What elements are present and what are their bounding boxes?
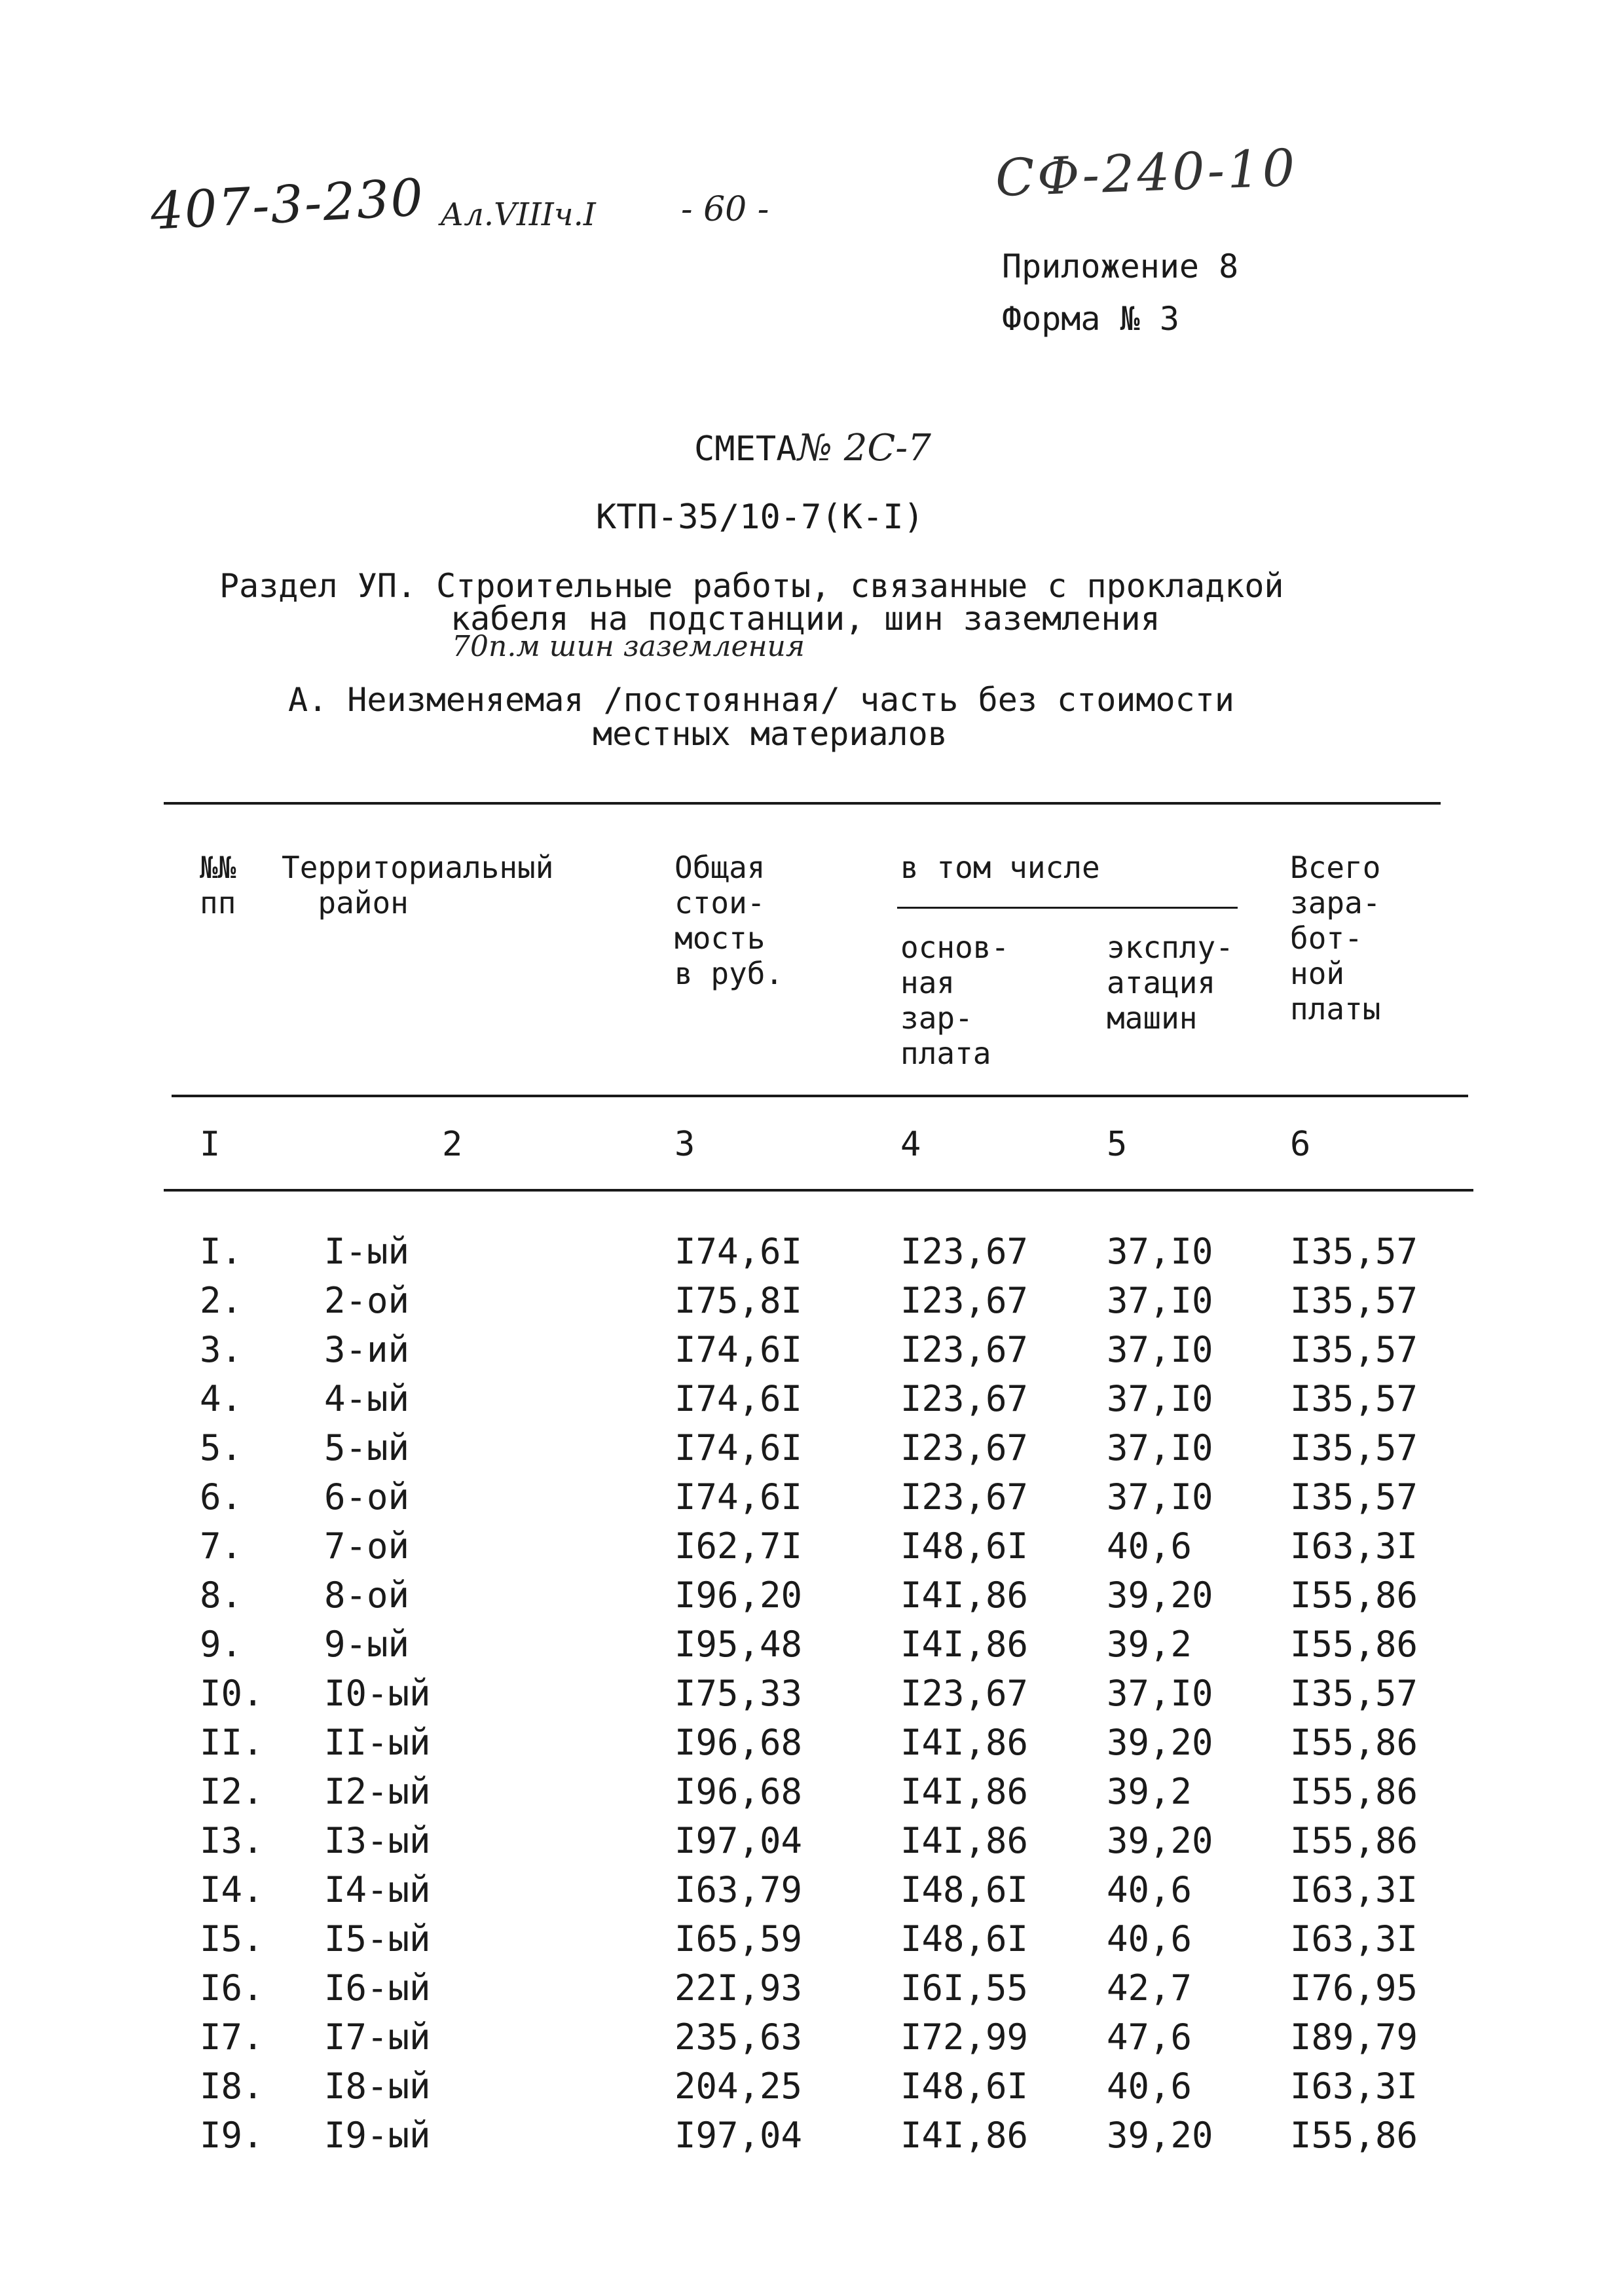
total-wages-cell: I63,3I [1290, 2066, 1418, 2107]
total-cost-cell: I75,33 [674, 1673, 803, 1714]
total-wages-cell: I35,57 [1290, 1673, 1418, 1714]
row-number: I9. [200, 2115, 264, 2156]
column-number: 6 [1290, 1125, 1311, 1164]
total-wages-cell: I63,3I [1290, 1869, 1418, 1910]
table-row [0, 2066, 1624, 2115]
region-cell: I-ый [324, 1231, 410, 1272]
table-row [0, 1280, 1624, 1329]
row-number: I7. [200, 2016, 264, 2058]
total-wages-cell: I76,95 [1290, 1967, 1418, 2009]
machine-operation-cell: 37,I0 [1107, 1280, 1213, 1321]
total-wages-cell: I63,3I [1290, 1525, 1418, 1567]
table-row [0, 1771, 1624, 1820]
machine-operation-cell: 39,20 [1107, 1722, 1213, 1763]
header-region: Территориальный район [282, 850, 554, 920]
total-cost-cell: I96,20 [674, 1575, 803, 1616]
region-cell: I2-ый [324, 1771, 431, 1812]
total-wages-cell: I35,57 [1290, 1329, 1418, 1370]
page-number: - 60 - [681, 190, 769, 229]
machine-operation-cell: 39,20 [1107, 1820, 1213, 1861]
total-cost-cell: I74,6I [674, 1427, 803, 1468]
table-row [0, 2016, 1624, 2066]
total-wages-cell: I55,86 [1290, 1624, 1418, 1665]
region-cell: 7-ой [324, 1525, 410, 1567]
column-number: 5 [1107, 1125, 1128, 1164]
object-title: КТП-35/10-7(К-I) [596, 498, 924, 537]
table-row [0, 1378, 1624, 1427]
total-cost-cell: I97,04 [674, 1820, 803, 1861]
table-row [0, 1525, 1624, 1575]
region-cell: 9-ый [324, 1624, 410, 1665]
form-label: Форма № 3 [1002, 300, 1179, 338]
machine-operation-cell: 37,I0 [1107, 1476, 1213, 1518]
row-number: 9. [200, 1624, 243, 1665]
machine-operation-cell: 40,6 [1107, 1525, 1192, 1567]
section-heading: Раздел УП. Строительные работы, связанные с прокладкой [219, 567, 1284, 605]
total-cost-cell: I65,59 [674, 1918, 803, 1959]
row-number: 8. [200, 1575, 243, 1616]
table-row [0, 2115, 1624, 2164]
region-cell: 2-ой [324, 1280, 410, 1321]
column-number: I [200, 1125, 221, 1164]
total-cost-cell: I75,8I [674, 1280, 803, 1321]
base-salary-cell: I48,6I [900, 2066, 1029, 2107]
header-including: в том числе [900, 850, 1100, 885]
total-wages-cell: I55,86 [1290, 2115, 1418, 2156]
total-cost-cell: 22I,93 [674, 1967, 803, 2009]
total-cost-cell: I74,6I [674, 1476, 803, 1518]
machine-operation-cell: 42,7 [1107, 1967, 1192, 2009]
column-number: 3 [674, 1125, 695, 1164]
region-cell: 8-ой [324, 1575, 410, 1616]
region-cell: 5-ый [324, 1427, 410, 1468]
table-row [0, 1967, 1624, 2016]
total-wages-cell: I55,86 [1290, 1771, 1418, 1812]
total-cost-cell: I97,04 [674, 2115, 803, 2156]
total-wages-cell: I35,57 [1290, 1280, 1418, 1321]
total-cost-cell: I96,68 [674, 1771, 803, 1812]
base-salary-cell: I23,67 [900, 1378, 1029, 1419]
row-number: I8. [200, 2066, 264, 2107]
total-wages-cell: I35,57 [1290, 1231, 1418, 1272]
base-salary-cell: I4I,86 [900, 1624, 1029, 1665]
archive-mark: СФ-240-10 [994, 138, 1299, 209]
header-machine-operation: эксплу- атация машин [1107, 930, 1234, 1036]
region-cell: I5-ый [324, 1918, 431, 1959]
machine-operation-cell: 39,2 [1107, 1624, 1192, 1665]
row-number: 7. [200, 1525, 243, 1567]
base-salary-cell: I23,67 [900, 1427, 1029, 1468]
region-cell: 6-ой [324, 1476, 410, 1518]
row-number: I. [200, 1231, 243, 1272]
table-row [0, 1918, 1624, 1967]
region-cell: II-ый [324, 1722, 431, 1763]
base-salary-cell: I23,67 [900, 1231, 1029, 1272]
total-cost-cell: I63,79 [674, 1869, 803, 1910]
total-cost-cell: I95,48 [674, 1624, 803, 1665]
base-salary-cell: I4I,86 [900, 1771, 1029, 1812]
row-number: 2. [200, 1280, 243, 1321]
total-wages-cell: I55,86 [1290, 1722, 1418, 1763]
row-number: II. [200, 1722, 264, 1763]
total-cost-cell: I74,6I [674, 1231, 803, 1272]
region-cell: I6-ый [324, 1967, 431, 2009]
row-number: I0. [200, 1673, 264, 1714]
column-number: 4 [900, 1125, 921, 1164]
base-salary-cell: I4I,86 [900, 2115, 1029, 2156]
total-wages-cell: I35,57 [1290, 1427, 1418, 1468]
row-number: I3. [200, 1820, 264, 1861]
base-salary-cell: I72,99 [900, 2016, 1029, 2058]
column-numbers-bottom-rule [164, 1189, 1473, 1192]
document-code-suffix: Ал.VIIIч.I [440, 196, 596, 233]
row-number: I6. [200, 1967, 264, 2009]
region-cell: I0-ый [324, 1673, 431, 1714]
total-cost-cell: I74,6I [674, 1378, 803, 1419]
machine-operation-cell: 39,20 [1107, 2115, 1213, 2156]
appendix-label: Приложение 8 [1002, 247, 1239, 285]
machine-operation-cell: 37,I0 [1107, 1231, 1213, 1272]
base-salary-cell: I23,67 [900, 1329, 1029, 1370]
total-wages-cell: I35,57 [1290, 1476, 1418, 1518]
machine-operation-cell: 37,I0 [1107, 1378, 1213, 1419]
total-cost-cell: 235,63 [674, 2016, 803, 2058]
machine-operation-cell: 40,6 [1107, 1918, 1192, 1959]
table-row [0, 1427, 1624, 1476]
header-total-cost: Общая стои- мость в руб. [674, 850, 784, 991]
region-cell: I7-ый [324, 2016, 431, 2058]
region-cell: 3-ий [324, 1329, 410, 1370]
document-code: 407-3-230 [149, 168, 426, 242]
table-header-bottom-rule [172, 1095, 1468, 1097]
table-row [0, 1231, 1624, 1280]
base-salary-cell: I48,6I [900, 1869, 1029, 1910]
machine-operation-cell: 37,I0 [1107, 1427, 1213, 1468]
region-cell: I9-ый [324, 2115, 431, 2156]
base-salary-cell: I4I,86 [900, 1722, 1029, 1763]
header-total-wages: Всего зара- бот- ной платы [1290, 850, 1381, 1027]
base-salary-cell: I4I,86 [900, 1820, 1029, 1861]
total-wages-cell: I89,79 [1290, 2016, 1418, 2058]
row-number: 4. [200, 1378, 243, 1419]
table-top-rule [164, 802, 1441, 805]
region-cell: 4-ый [324, 1378, 410, 1419]
including-divider-rule [897, 907, 1238, 909]
machine-operation-cell: 37,I0 [1107, 1329, 1213, 1370]
base-salary-cell: I23,67 [900, 1673, 1029, 1714]
total-cost-cell: 204,25 [674, 2066, 803, 2107]
row-number: I4. [200, 1869, 264, 1910]
base-salary-cell: I4I,86 [900, 1575, 1029, 1616]
table-row [0, 1476, 1624, 1525]
total-wages-cell: I63,3I [1290, 1918, 1418, 1959]
section-handwritten-note: 70п.м шин заземления [452, 630, 805, 663]
row-number: I2. [200, 1771, 264, 1812]
row-number: 3. [200, 1329, 243, 1370]
machine-operation-cell: 40,6 [1107, 2066, 1192, 2107]
row-number: 5. [200, 1427, 243, 1468]
header-row-number: №№ пп [200, 850, 236, 920]
table-row [0, 1722, 1624, 1771]
total-wages-cell: I55,86 [1290, 1820, 1418, 1861]
estimate-number: № 2С-7 [798, 427, 931, 469]
total-wages-cell: I35,57 [1290, 1378, 1418, 1419]
machine-operation-cell: 47,6 [1107, 2016, 1192, 2058]
total-cost-cell: I74,6I [674, 1329, 803, 1370]
base-salary-cell: I48,6I [900, 1918, 1029, 1959]
estimate-title: СМЕТА [694, 429, 797, 469]
table-row [0, 1869, 1624, 1918]
region-cell: I3-ый [324, 1820, 431, 1861]
table-row [0, 1329, 1624, 1378]
total-wages-cell: I55,86 [1290, 1575, 1418, 1616]
part-heading-continued: местных материалов [593, 715, 948, 753]
table-row [0, 1575, 1624, 1624]
table-row [0, 1624, 1624, 1673]
row-number: 6. [200, 1476, 243, 1518]
region-cell: I8-ый [324, 2066, 431, 2107]
region-cell: I4-ый [324, 1869, 431, 1910]
machine-operation-cell: 40,6 [1107, 1869, 1192, 1910]
total-cost-cell: I62,7I [674, 1525, 803, 1567]
machine-operation-cell: 37,I0 [1107, 1673, 1213, 1714]
row-number: I5. [200, 1918, 264, 1959]
table-row [0, 1820, 1624, 1869]
header-base-salary: основ- ная зар- плата [900, 930, 1010, 1071]
base-salary-cell: I23,67 [900, 1280, 1029, 1321]
base-salary-cell: I48,6I [900, 1525, 1029, 1567]
base-salary-cell: I6I,55 [900, 1967, 1029, 2009]
base-salary-cell: I23,67 [900, 1476, 1029, 1518]
table-row [0, 1673, 1624, 1722]
machine-operation-cell: 39,20 [1107, 1575, 1213, 1616]
part-heading: А. Неизменяемая /постоянная/ часть без стоимости [288, 681, 1234, 719]
total-cost-cell: I96,68 [674, 1722, 803, 1763]
column-number: 2 [442, 1125, 463, 1164]
section-heading-continued: кабеля на подстанции, шин заземления [451, 600, 1160, 638]
machine-operation-cell: 39,2 [1107, 1771, 1192, 1812]
